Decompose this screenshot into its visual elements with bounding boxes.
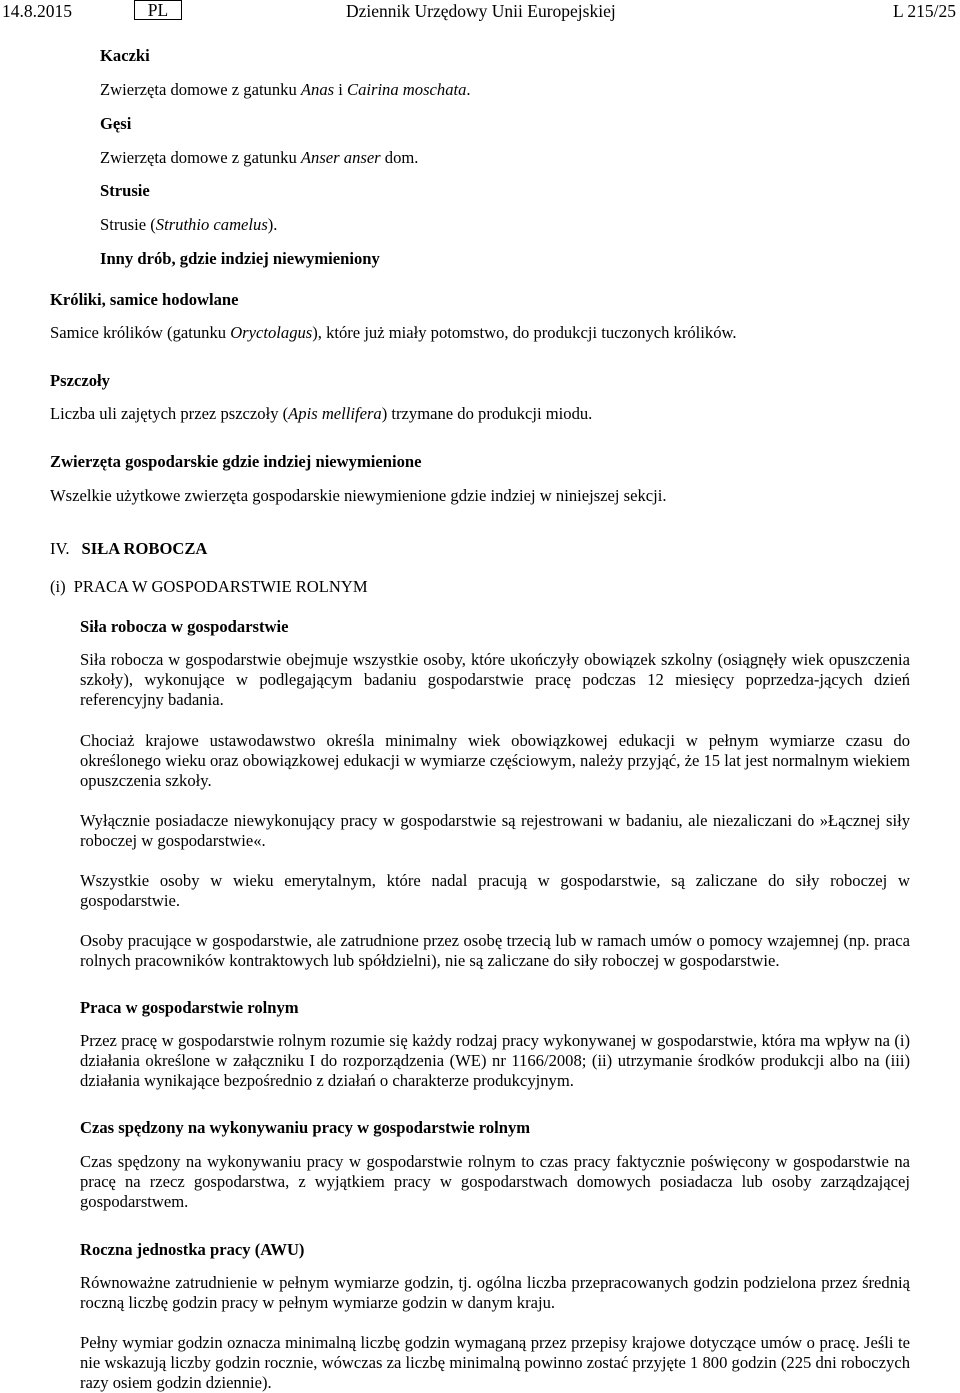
ducks-text-after: . — [466, 80, 471, 99]
ostriches-heading: Strusie — [100, 181, 150, 200]
awu-paragraph-2: Pełny wymiar godzin oznacza minimalną liczbę godzin wymaganą przez przepisy krajowe dotyczące umów o pracę. Jeśli te nie wskazują liczby godzin rocznie, wówczas za liczbę minimalną powinno zostać przyjęte 1 800 godzin (225 dni roboczych razy osiem godzin dziennie). — [80, 1333, 910, 1392]
geese-text-after: dom. — [380, 148, 419, 167]
section-iv-title: SIŁA ROBOCZA — [81, 539, 208, 558]
publication-date: 14.8.2015 — [2, 1, 72, 21]
farm-work-paragraph-1: Przez pracę w gospodarstwie rolnym rozumie się każdy rodzaj pracy wykonywanej w gospodarstwie, która ma wpływ na (i) działania określone w załączniku I do rozporządzenia (WE) nr 1166/2008; (ii) utrzymanie środków produkcji albo na (iii) działania wynikające bezpośrednio z działań o charakterze produkcyjnym. — [80, 1031, 910, 1090]
geese-heading: Gęsi — [100, 114, 132, 133]
geese-definition — [100, 148, 418, 168]
ostriches-text-before: Strusie ( — [100, 215, 156, 234]
labour-force-paragraph-3: Wyłącznie posiadacze niewykonujący pracy w gospodarstwie są rejestrowani w badaniu, ale niezaliczani do »Łącznej siły roboczej w gospodarstwie«. — [80, 811, 910, 850]
ducks-definition — [100, 80, 471, 100]
other-livestock-heading: Zwierzęta gospodarskie gdzie indziej niewymienione — [50, 452, 422, 471]
time-spent-paragraph-1: Czas spędzony na wykonywaniu pracy w gospodarstwie rolnym to czas pracy faktycznie poświęcony w gospodarstwie na pracę na rzecz gospodarstwa, z wyjątkiem pracy w gospodarstwach domowych posiadacza lub osoby zarządzającej gospodarstwem. — [80, 1152, 910, 1211]
section-iv-number: IV. — [50, 539, 70, 558]
ducks-text-mid: i — [334, 80, 348, 99]
rabbits-definition — [50, 323, 737, 343]
ostriches-text-after: ). — [267, 215, 278, 234]
geese-species: Anser anser — [300, 148, 381, 167]
ducks-text-before: Zwierzęta domowe z gatunku — [100, 80, 301, 99]
subsection-i-title: PRACA W GOSPODARSTWIE ROLNYM — [73, 577, 368, 596]
labour-force-paragraph-5: Osoby pracujące w gospodarstwie, ale zatrudnione przez osobę trzecią lub w ramach umów o pomocy wzajemnej (np. praca rolnych pracowników kontraktowych lub spółdzielni), nie są zaliczane do siły roboczej w gospodarstwie. — [80, 931, 910, 970]
labour-force-paragraph-2: Chociaż krajowe ustawodawstwo określa minimalny wiek obowiązkowej edukacji w pełnym wymiarze czasu do określonego wieku oraz obowiązkowej edukacji w wymiarze częściowym, należy przyjąć, że 15 lat jest normalnym wiekiem opuszczenia szkoły. — [80, 731, 910, 790]
ducks-species-2: Cairina moschata — [347, 80, 467, 99]
time-spent-heading: Czas spędzony na wykonywaniu pracy w gospodarstwie rolnym — [80, 1118, 531, 1137]
labour-force-paragraph-4: Wszystkie osoby w wieku emerytalnym, które nadal pracują w gospodarstwie, są zaliczane do siły roboczej w gospodarstwie. — [80, 871, 910, 910]
labour-force-paragraph-1: Siła robocza w gospodarstwie obejmuje wszystkie osoby, które ukończyły obowiązek szkolny (osiągnęły wiek opuszczenia szkoły), wykonujące w podlegającym badaniu gospodarstwie pracę podczas 12 miesięcy poprzedza-jących dzień referencyjny badania. — [80, 650, 910, 709]
bees-definition — [50, 404, 592, 424]
other-livestock-definition: Wszelkie użytkowe zwierzęta gospodarskie niewymienione gdzie indziej w niniejszej sekcji. — [50, 486, 667, 505]
ducks-species-1: Anas — [300, 80, 335, 99]
ostriches-species: Struthio camelus — [155, 215, 268, 234]
language-badge: PL — [134, 0, 182, 20]
farm-work-heading: Praca w gospodarstwie rolnym — [80, 998, 299, 1017]
rabbits-text-before: Samice królików (gatunku — [50, 323, 231, 342]
journal-title: Dziennik Urzędowy Unii Europejskiej — [346, 1, 616, 21]
bees-text-before: Liczba uli zajętych przez pszczoły ( — [50, 404, 289, 423]
labour-force-heading: Siła robocza w gospodarstwie — [80, 617, 289, 636]
rabbits-species: Oryctolagus — [230, 323, 313, 342]
rabbits-heading: Króliki, samice hodowlane — [50, 290, 239, 309]
subsection-i-heading — [50, 577, 368, 597]
page-number: L 215/25 — [892, 1, 956, 21]
rabbits-text-after: ), które już miały potomstwo, do produkcji tuczonych królików. — [312, 323, 737, 342]
geese-text-before: Zwierzęta domowe z gatunku — [100, 148, 301, 167]
bees-heading: Pszczoły — [50, 371, 110, 390]
ducks-heading: Kaczki — [100, 46, 150, 65]
bees-text-after: ) trzymane do produkcji miodu. — [381, 404, 593, 423]
subsection-i-number: (i) — [50, 577, 66, 596]
awu-paragraph-1: Równoważne zatrudnienie w pełnym wymiarze godzin, tj. ogólna liczba przepracowanych godzin podzielona przez średnią roczną liczbę godzin pracy w pełnym wymiarze godzin w danym kraju. — [80, 1273, 910, 1312]
bees-species: Apis mellifera — [288, 404, 382, 423]
ostriches-definition — [100, 215, 277, 235]
other-poultry-heading: Inny drób, gdzie indziej niewymieniony — [100, 249, 380, 268]
page-header — [0, 0, 960, 24]
awu-heading: Roczna jednostka pracy (AWU) — [80, 1240, 305, 1259]
section-iv-heading — [50, 539, 207, 559]
